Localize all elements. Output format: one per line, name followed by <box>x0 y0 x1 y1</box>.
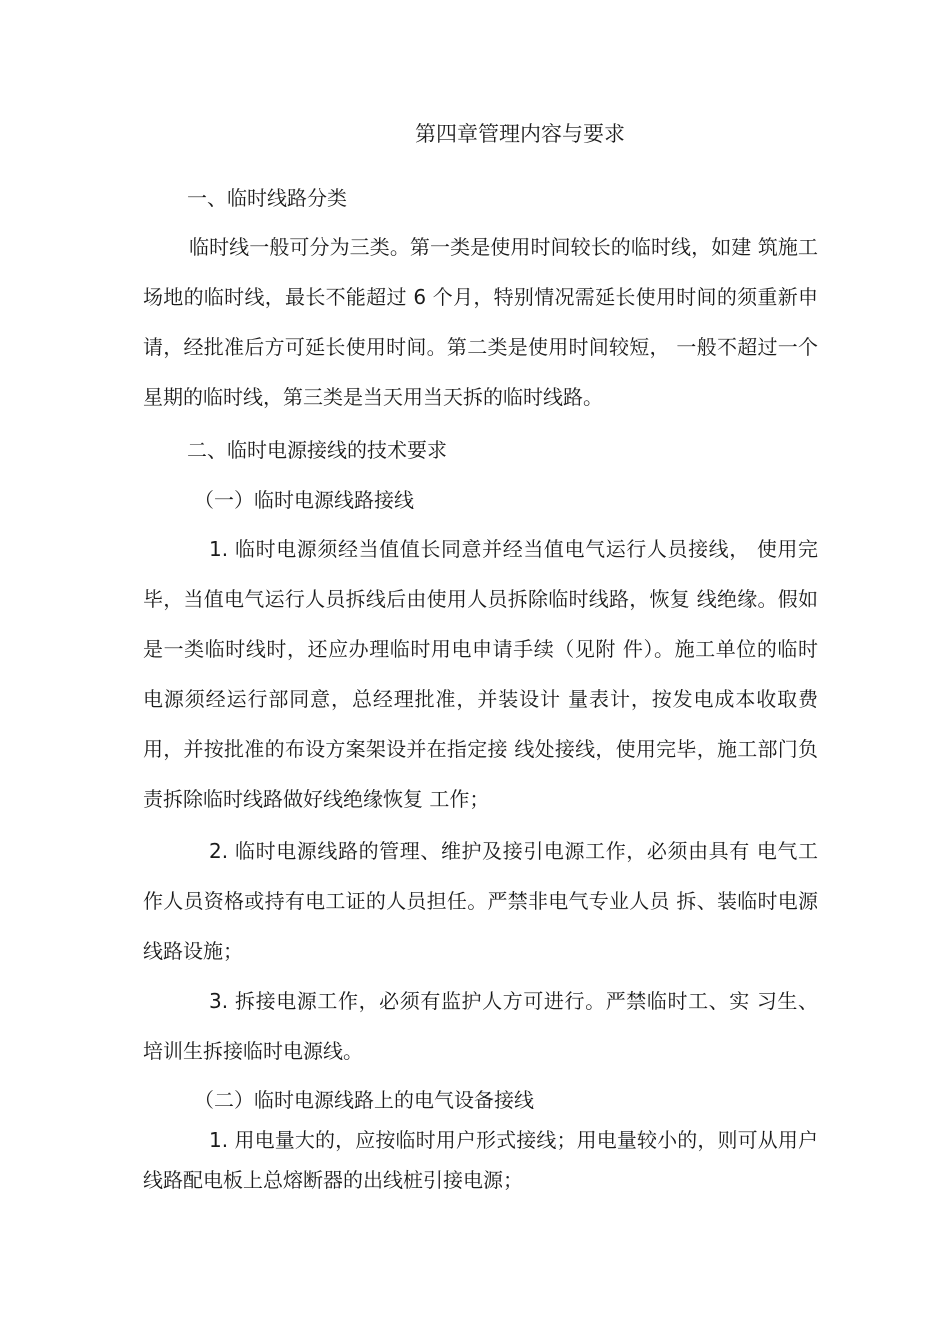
subsection-2-item-1: 1. 用电量大的，应按临时用户形式接线；用电量较小的，则可从用户线路配电板上总熔断器的出线桩引接电源； <box>143 1128 818 1192</box>
page-title: 第四章管理内容与要求 <box>415 122 625 146</box>
subsection-1-item-2: 2. 临时电源线路的管理、维护及接引电源工作，必须由具有 电气工作人员资格或持有电工证的人员担任。严禁非电气专业人员 拆、装临时电源线路设施； <box>143 839 818 963</box>
section-heading-1: 一、临时线路分类 <box>187 186 347 210</box>
section-1-paragraph: 临时线一般可分为三类。第一类是使用时间较长的临时线，如建 筑施工场地的临时线，最长不能超过 6 个月，特别情况需延长使用时间的须重新申请，经批准后方可延长使用时间。第二类是使用时间较短， 一般不超过一个星期的临时线，第三类是当天用当天拆的临时线路。 <box>143 235 818 409</box>
subsection-1-item-3: 3. 拆接电源工作，必须有监护人方可进行。严禁临时工、实 习生、培训生拆接临时电源线。 <box>143 989 818 1063</box>
subsection-heading-2: （二）临时电源线路上的电气设备接线 <box>194 1088 534 1112</box>
section-heading-2: 二、临时电源接线的技术要求 <box>187 438 447 462</box>
subsection-1-item-1: 1. 临时电源须经当值值长同意并经当值电气运行人员接线， 使用完毕，当值电气运行人员拆线后由使用人员拆除临时线路，恢复 线绝缘。假如是一类临时线时，还应办理临时用电申请手续（见附 件）。施工单位的临时电源须经运行部同意，总经理批准，并装设计 量表计，按发电成本收取费用，并按批准的布设方案架设并在指定接 线处接线，使用完毕，施工部门负责拆除临时线路做好线绝缘恢复 工作； <box>143 537 818 811</box>
subsection-heading-1: （一）临时电源线路接线 <box>194 488 414 512</box>
